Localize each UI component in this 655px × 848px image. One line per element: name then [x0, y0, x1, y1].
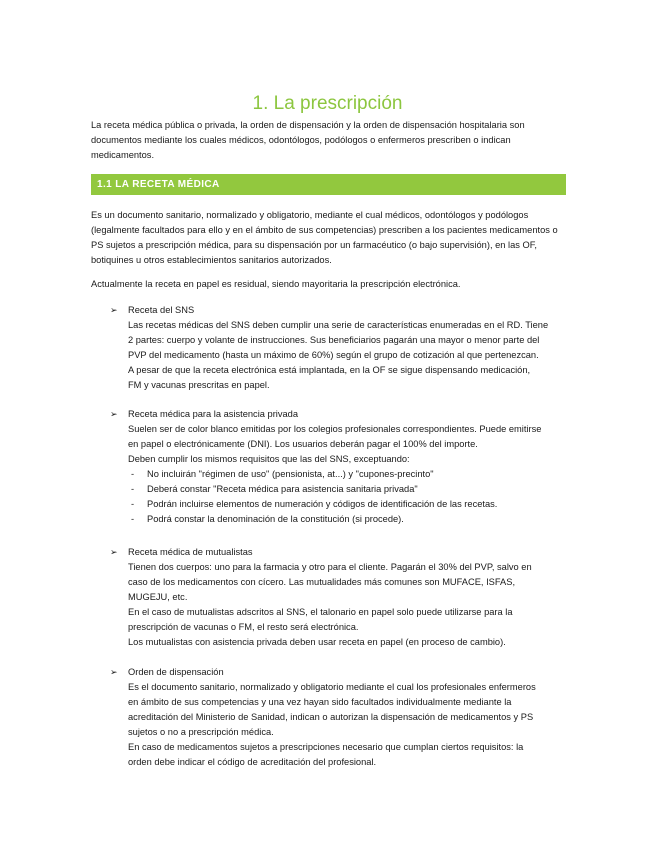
electronic-note-paragraph: Actualmente la receta en papel es residual, siendo mayoritaria la prescripción electrónica. [91, 279, 461, 289]
bullet-receta-mutualistas [110, 545, 570, 650]
bullet-heading: Receta del SNS [128, 305, 195, 315]
bullet-heading-row [110, 407, 570, 422]
bullet-orden-dispensacion [110, 665, 570, 770]
bullet-line: acreditación del Ministerio de Sanidad, indican o autorizan la dispensación de medicamentos y PS [128, 712, 534, 722]
subitem-text: Podrán incluirse elementos de numeración y códigos de identificación de las recetas. [147, 499, 498, 509]
bullet-heading: Receta médica para la asistencia privada [128, 409, 299, 419]
bullet-line: En caso de medicamentos sujetos a prescripciones necesario que cumplan ciertos requisitos: la [128, 742, 524, 752]
bullet-line: MUGEJU, etc. [128, 592, 188, 602]
bullet-line: Es el documento sanitario, normalizado y obligatorio mediante el cual los profesionales enfermeros [128, 682, 536, 692]
bullet-line: orden debe indicar el código de acreditación del profesional. [128, 757, 377, 767]
bullet-line: 2 partes: cuerpo y volante de instrucciones. Sus beneficiarios pagarán una mayor o menor parte del [128, 335, 540, 345]
bullet-receta-sns [110, 303, 570, 393]
bullet-line: prescripción de vacunas o FM, el resto será electrónica. [128, 622, 359, 632]
dash-marker: - [131, 469, 135, 479]
bullet-line: Suelen ser de color blanco emitidas por los colegios profesionales correspondientes. Puede emitirse [128, 424, 542, 434]
dash-subitem [110, 497, 570, 512]
bullet-heading-row [110, 665, 570, 680]
bullet-line: PVP del medicamento (hasta un máximo de 60%) según el grupo de cotización al que pertenezcan. [128, 350, 539, 360]
dash-marker: - [131, 499, 135, 509]
arrow-bullet-icon: ➢ [110, 547, 118, 557]
section-heading-banner: 1.1 LA RECETA MÉDICA [91, 174, 566, 195]
bullet-heading: Receta médica de mutualistas [128, 547, 253, 557]
bullet-line: Los mutualistas con asistencia privada deben usar receta en papel (en proceso de cambio). [128, 637, 506, 647]
page-title: 1. La prescripción [252, 92, 403, 114]
dash-subitem [110, 512, 570, 527]
arrow-bullet-icon: ➢ [110, 667, 118, 677]
subitem-text: Podrá constar la denominación de la constitución (si procede). [147, 514, 404, 524]
bullet-heading: Orden de dispensación [128, 667, 224, 677]
bullet-line: Deben cumplir los mismos requisitos que las del SNS, exceptuando: [128, 454, 410, 464]
bullet-line: En el caso de mutualistas adscritos al SNS, el talonario en papel solo puede utilizarse para la [128, 607, 513, 617]
bullet-body [110, 560, 570, 650]
subitem-text: No incluirán "régimen de uso" (pensionista, at...) y "cupones-precinto" [147, 469, 434, 479]
bullet-line: Las recetas médicas del SNS deben cumplir una serie de características enumeradas en el RD. Tiene [128, 320, 549, 330]
bullet-line: FM y vacunas prescritas en papel. [128, 380, 270, 390]
bullet-line: sujetos o no a prescripción médica. [128, 727, 274, 737]
bullet-body [110, 422, 570, 467]
bullet-line: Tienen dos cuerpos: uno para la farmacia y otro para el cliente. Pagarán el 30% del PVP, salvo en [128, 562, 532, 572]
arrow-bullet-icon: ➢ [110, 409, 118, 419]
bullet-line: A pesar de que la receta electrónica está implantada, en la OF se sigue dispensando medicación, [128, 365, 531, 375]
bullet-body [110, 680, 570, 770]
bullet-heading-row [110, 303, 570, 318]
bullet-heading-row [110, 545, 570, 560]
bullet-receta-privada [110, 407, 570, 527]
arrow-bullet-icon: ➢ [110, 305, 118, 315]
definition-paragraph: Es un documento sanitario, normalizado y obligatorio, mediante el cual médicos, odontólogos y podólogos (legalmente facultados para ello y en el ámbito de sus competencias) prescriben a los pacientes medicamentos o PS sujetos a prescripción médica, para su dispensación por un farmacéutico (o bajo supervisión), en las OF, botiquines u otros establecimientos sanitarios autorizados. [91, 210, 558, 265]
bullet-line: en ámbito de sus competencias y una vez hayan sido facultados individualmente mediante la [128, 697, 512, 707]
bullet-body [110, 318, 570, 393]
dash-subitem [110, 482, 570, 497]
intro-paragraph: La receta médica pública o privada, la orden de dispensación y la orden de dispensación hospitalaria son documentos mediante los cuales médicos, odontólogos, podólogos o enfermeros prescriben o indican medicamentos. [91, 120, 525, 160]
dash-marker: - [131, 514, 135, 524]
bullet-line: caso de los medicamentos con cícero. Las mutualidades más comunes son MUFACE, ISFAS, [128, 577, 516, 587]
bullet-line: en papel o electrónicamente (DNI). Los usuarios deberán pagar el 100% del importe. [128, 439, 478, 449]
dash-marker: - [131, 484, 135, 494]
dash-subitem [110, 467, 570, 482]
subitem-text: Deberá constar "Receta médica para asistencia sanitaria privada" [147, 484, 418, 494]
